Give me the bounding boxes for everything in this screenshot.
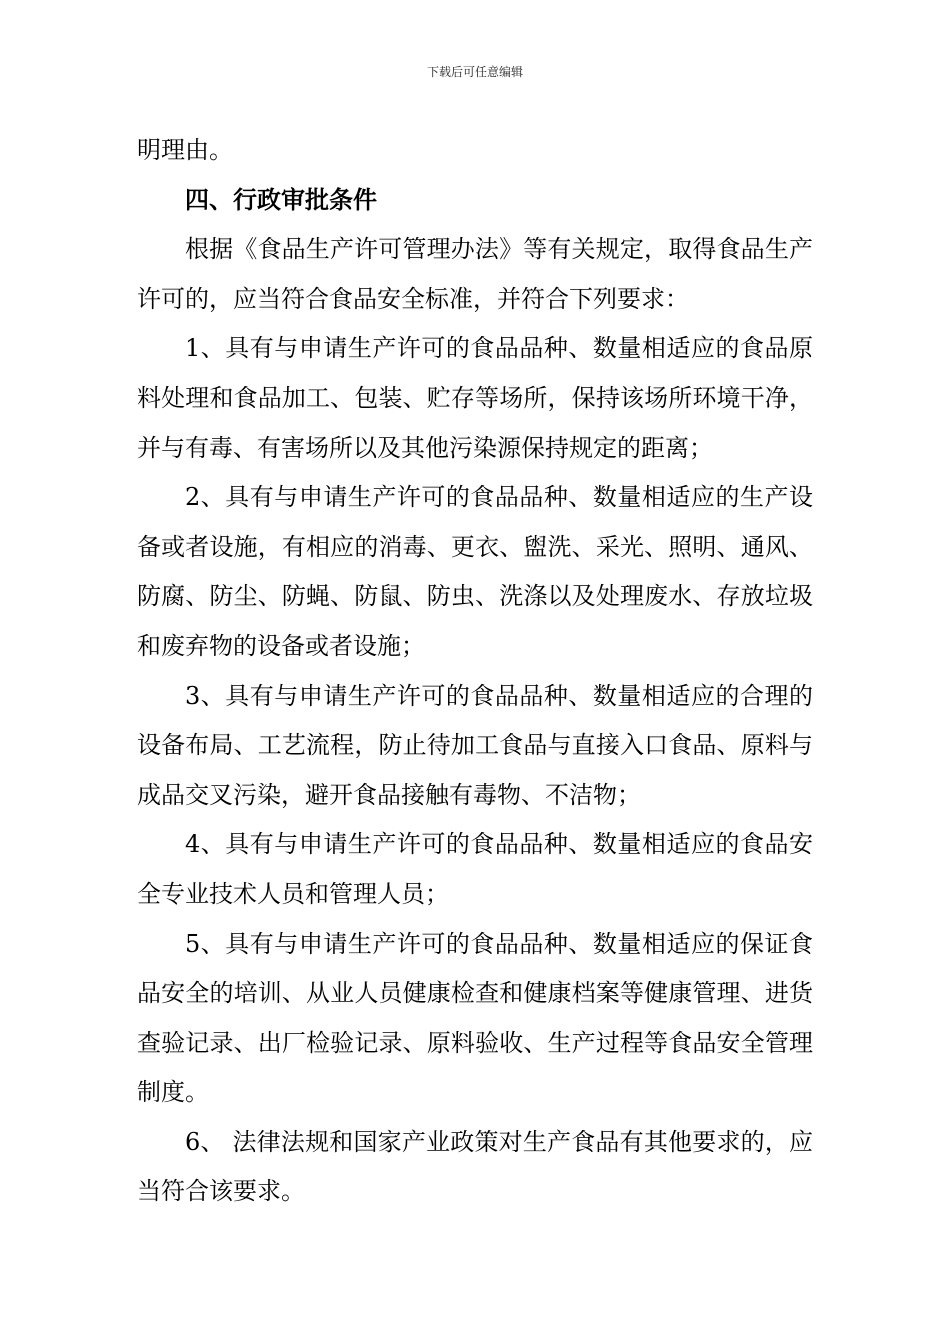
section-heading: 四、行政审批条件 xyxy=(185,185,377,214)
document-body xyxy=(137,126,813,1217)
requirement-item-4: 4、具有与申请生产许可的食品品种、数量相适应的食品安全专业技术人员和管理人员； xyxy=(137,830,813,908)
requirement-item-2: 2、具有与申请生产许可的食品品种、数量相适应的生产设备或者设施，有相应的消毒、更衣、盥洗、采光、照明、通风、防腐、防尘、防蝇、防鼠、防虫、洗涤以及处理废水、存放垃圾和废弃物的设备或者设施； xyxy=(137,483,813,660)
paragraph-continuation: 明理由。 xyxy=(137,136,233,164)
requirement-item-6: 6、 法律法规和国家产业政策对生产食品有其他要求的，应当符合该要求。 xyxy=(137,1127,813,1206)
requirement-item-1: 1、具有与申请生产许可的食品品种、数量相适应的食品原料处理和食品加工、包装、贮存等场所，保持该场所环境干净，并与有毒、有害场所以及其他污染源保持规定的距离； xyxy=(137,334,813,462)
requirement-item-5: 5、具有与申请生产许可的食品品种、数量相适应的保证食品安全的培训、从业人员健康检查和健康档案等健康管理、进货查验记录、出厂检验记录、原料验收、生产过程等食品安全管理制度。 xyxy=(137,929,813,1107)
page-header: 下载后可任意编辑 xyxy=(426,65,523,79)
paragraph-intro: 根据《食品生产许可管理办法》等有关规定，取得食品生产许可的，应当符合食品安全标准，并符合下列要求： xyxy=(137,235,813,313)
requirement-item-3: 3、具有与申请生产许可的食品品种、数量相适应的合理的设备布局、工艺流程，防止待加工食品与直接入口食品、原料与成品交叉污染，避开食品接触有毒物、不洁物； xyxy=(137,681,813,809)
